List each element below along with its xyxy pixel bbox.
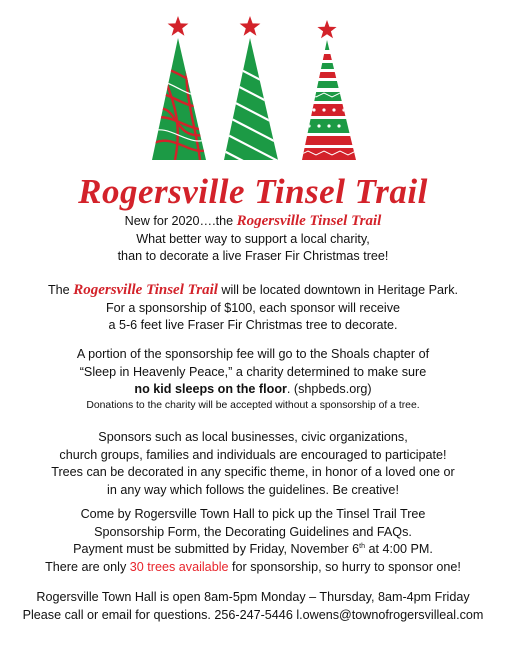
trees-available-highlight: 30 trees available: [129, 559, 229, 574]
sponsors-line-4: in any way which follows the guidelines. Be creative!: [107, 482, 399, 497]
intro-line-3: than to decorate a live Fraser Fir Christmas tree!: [117, 249, 389, 263]
pickup-line-2: Sponsorship Form, the Decorating Guidelines and FAQs.: [94, 524, 412, 539]
contact-phone-email: Please call or email for questions. 256-247-5446 l.owens@townofrogersvilleal.com: [22, 607, 484, 622]
sponsors-line-2: church groups, families and individuals are encouraged to participate!: [59, 447, 447, 462]
location-line-1: [0, 282, 506, 300]
charity-line-2: “Sleep in Heavenly Peace,” a charity determined to make sure: [79, 364, 427, 379]
intro-lead: New for 2020….the: [124, 214, 234, 228]
contact-hours: Rogersville Town Hall is open 8am-5pm Monday – Thursday, 8am-4pm Friday: [36, 590, 470, 604]
location-line-2: For a sponsorship of $100, each sponsor will receive: [105, 300, 400, 315]
pickup-deadline-sup: th: [359, 542, 365, 550]
pickup-line-4: [0, 559, 506, 577]
sponsors-section: [0, 429, 506, 499]
page-title: Rogersville Tinsel Trail: [78, 172, 428, 211]
christmas-tree-icon: [300, 40, 360, 160]
charity-section: [0, 346, 506, 413]
charity-line-1: A portion of the sponsorship fee will go to the Shoals chapter of: [76, 347, 430, 361]
intro-line-2: What better way to support a local charity,: [136, 231, 370, 246]
sponsors-line-3: Trees can be decorated in any specific theme, in honor of a loved one or: [51, 465, 455, 479]
intro-trail-name: Rogersville Tinsel Trail: [236, 213, 382, 229]
star-icon: [317, 20, 336, 38]
charity-line-3: [0, 381, 506, 399]
christmas-tree-icon: [148, 38, 212, 160]
charity-note: Donations to the charity will be accepted without a sponsorship of a tree.: [86, 399, 420, 411]
christmas-trees-illustration: [0, 0, 506, 170]
charity-bold-suffix: . (shpbeds.org): [286, 382, 372, 396]
christmas-tree-icon: [222, 38, 280, 170]
intro-line-1: [0, 213, 506, 231]
pickup-line-1: Come by Rogersville Town Hall to pick up the Tinsel Trail Tree: [80, 507, 426, 521]
location-rest: will be located downtown in Heritage Park.: [221, 283, 459, 297]
contact-section: [0, 589, 506, 624]
pickup-line-3: [0, 541, 506, 559]
location-section: [0, 282, 506, 335]
location-line-3: a 5-6 feet live Fraser Fir Christmas tree to decorate.: [108, 318, 398, 332]
pickup-availability-lead: There are only: [45, 559, 130, 574]
pickup-deadline-text: Payment must be submitted by Friday, November 6: [73, 542, 360, 556]
star-icon: [240, 16, 261, 36]
pickup-availability-rest: for sponsorship, so hurry to sponsor one!: [228, 559, 461, 574]
sponsors-line-1: Sponsors such as local businesses, civic organizations,: [98, 430, 408, 444]
charity-bold-text: no kid sleeps on the floor: [134, 382, 287, 396]
star-icon: [168, 16, 189, 36]
intro-section: [0, 213, 506, 266]
location-trail-name: Rogersville Tinsel Trail: [73, 282, 218, 298]
location-lead: The: [47, 283, 70, 297]
pickup-section: [0, 506, 506, 576]
pickup-deadline-time: at 4:00 PM.: [364, 542, 433, 556]
